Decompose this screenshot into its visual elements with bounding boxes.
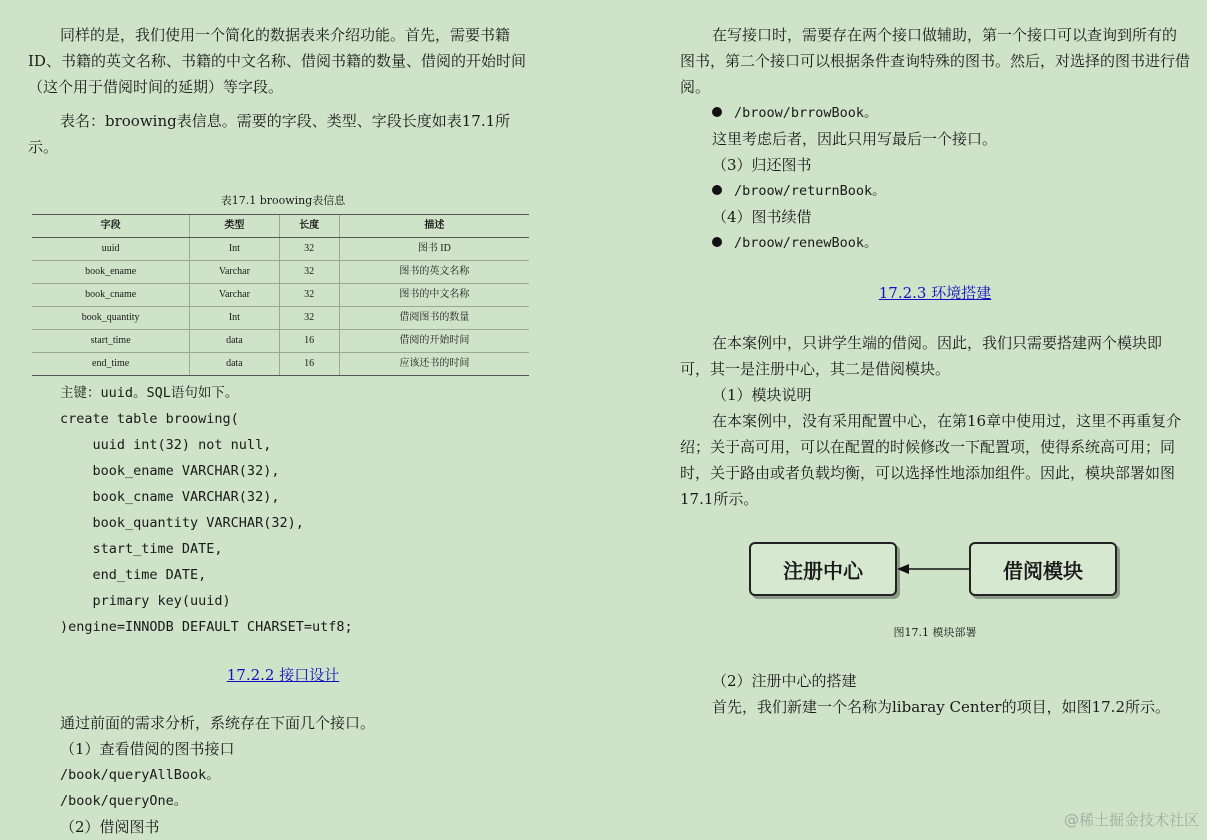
- table-row: [32, 353, 529, 376]
- interface-paragraph: 在写接口时，需要存在两个接口做辅助，第一个接口可以查询到所有的图书，第二个接口可以根据条件查询特殊的图书。然后，对选择的图书进行借阅。: [680, 26, 1191, 96]
- sql-code-block: [28, 406, 538, 640]
- table-cell: book_cname: [32, 284, 190, 307]
- bullet-icon: [712, 107, 722, 117]
- sql-line: )engine=INNODB DEFAULT CHARSET=utf8;: [60, 619, 353, 635]
- borrow-module-box: 借阅模块: [969, 542, 1117, 596]
- table-cell: uuid: [32, 238, 190, 261]
- table-cell: 借阅图书的数量: [339, 307, 529, 330]
- table-cell: 32: [279, 261, 339, 284]
- api-query-one: /book/queryOne。: [60, 793, 188, 809]
- header-cell: 长度: [279, 215, 339, 238]
- table-cell: Int: [190, 238, 279, 261]
- registry-center-box: 注册中心: [749, 542, 897, 596]
- api-query-all: /book/queryAllBook。: [60, 767, 220, 783]
- sql-line: start_time DATE,: [60, 541, 223, 557]
- table-row: [32, 330, 529, 353]
- sql-line: book_ename VARCHAR(32),: [60, 463, 280, 479]
- table-header-row: [32, 215, 529, 238]
- sql-line: uuid int(32) not null,: [60, 437, 272, 453]
- table-cell: 借阅的开始时间: [339, 330, 529, 353]
- analysis-paragraph: 通过前面的需求分析，系统存在下面几个接口。: [60, 714, 376, 732]
- sql-line: book_quantity VARCHAR(32),: [60, 515, 304, 531]
- watermark: @稀土掘金技术社区: [1063, 811, 1199, 829]
- section-heading-17-2-2[interactable]: 17.2.2 接口设计: [226, 666, 340, 684]
- subheading-module: （1）模块说明: [712, 386, 812, 404]
- section-heading-17-2-3[interactable]: 17.2.3 环境搭建: [878, 284, 992, 302]
- figure-caption: 图17.1 模块部署: [893, 626, 977, 639]
- table-cell: book_quantity: [32, 307, 190, 330]
- table-row: [32, 284, 529, 307]
- table-cell: 图书的英文名称: [339, 261, 529, 284]
- table-row: [32, 261, 529, 284]
- broowing-table: [32, 214, 529, 376]
- table-row: [32, 238, 529, 261]
- subheading-registry: （2）注册中心的搭建: [712, 672, 857, 690]
- primary-key-line: 主键：uuid。SQL语句如下。: [60, 385, 239, 401]
- table-cell: 32: [279, 284, 339, 307]
- item-2: （2）借阅图书: [60, 818, 160, 836]
- table-cell: 图书的中文名称: [339, 284, 529, 307]
- bullet-item: [680, 230, 1190, 256]
- bullet-item: [680, 100, 1190, 126]
- sql-line: primary key(uuid): [60, 593, 231, 609]
- bullet-icon: [712, 185, 722, 195]
- bullet-text: /broow/brrowBook。: [734, 105, 878, 121]
- table-cell: Int: [190, 307, 279, 330]
- header-cell: 类型: [190, 215, 279, 238]
- table-cell: Varchar: [190, 261, 279, 284]
- table-cell: 32: [279, 238, 339, 261]
- table-cell: book_ename: [32, 261, 190, 284]
- table-cell: 图书 ID: [339, 238, 529, 261]
- table-name-paragraph: 表名：broowing表信息。需要的字段、类型、字段长度如表17.1所示。: [28, 112, 511, 156]
- table-row: [32, 307, 529, 330]
- table-cell: 16: [279, 330, 339, 353]
- module-paragraph: 在本案例中，没有采用配置中心，在第16章中使用过，这里不再重复介绍；关于高可用，可以在配置的时候修改一下配置项，使得系统高可用；同时，关于路由或者负载均衡，可以选择性地添加组件。因此，模块部署如图17.1所示。: [680, 412, 1182, 508]
- sql-line: end_time DATE,: [60, 567, 207, 583]
- table-cell: 应该还书的时间: [339, 353, 529, 376]
- bullet-text: /broow/renewBook。: [734, 235, 878, 251]
- bullet-icon: [712, 237, 722, 247]
- bullet-text: /broow/returnBook。: [734, 183, 886, 199]
- item-3: （3）归还图书: [712, 156, 812, 174]
- table-cell: Varchar: [190, 284, 279, 307]
- bullet-item: [680, 178, 1190, 204]
- table-cell: 16: [279, 353, 339, 376]
- sql-line: book_cname VARCHAR(32),: [60, 489, 280, 505]
- sql-line: create table broowing(: [60, 411, 239, 427]
- table-cell: 32: [279, 307, 339, 330]
- right-column: [680, 0, 1190, 720]
- note-paragraph: 这里考虑后者，因此只用写最后一个接口。: [712, 130, 998, 148]
- environment-paragraph: 在本案例中，只讲学生端的借阅。因此，我们只需要搭建两个模块即可，其一是注册中心，其二是借阅模块。: [680, 334, 1163, 378]
- header-cell: 描述: [339, 215, 529, 238]
- intro-paragraph: 同样的是，我们使用一个简化的数据表来介绍功能。首先，需要书籍ID、书籍的英文名称、书籍的中文名称、借阅书籍的数量、借阅的开始时间（这个用于借阅时间的延期）等字段。: [28, 26, 526, 96]
- left-column: [28, 0, 538, 840]
- registry-paragraph: 首先，我们新建一个名称为libaray Center的项目，如图17.2所示。: [712, 698, 1170, 716]
- table-cell: start_time: [32, 330, 190, 353]
- module-deployment-diagram: [747, 542, 1119, 598]
- table-cell: end_time: [32, 353, 190, 376]
- header-cell: 字段: [32, 215, 190, 238]
- table-cell: data: [190, 330, 279, 353]
- item-4: （4）图书续借: [712, 208, 812, 226]
- item-1: （1）查看借阅的图书接口: [60, 740, 235, 758]
- table-cell: data: [190, 353, 279, 376]
- table-caption: 表17.1 broowing表信息: [220, 194, 346, 207]
